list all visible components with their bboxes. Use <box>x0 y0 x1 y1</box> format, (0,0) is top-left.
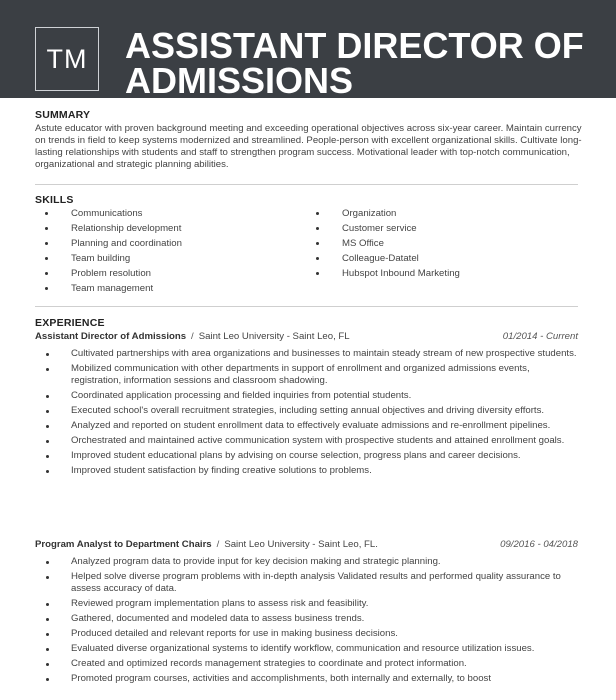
skill-item: Hubspot Inbound Marketing <box>306 266 460 281</box>
job-organization: Saint Leo University - Saint Leo, FL <box>198 331 350 342</box>
experience-heading: EXPERIENCE <box>35 317 105 329</box>
list-item: Helped solve diverse program problems with in-depth analysis Validated results and performed quality assurance to assess accuracy of data. <box>35 571 578 595</box>
summary-text: Astute educator with proven background meeting and exceeding operational objectives across six-year career. Maintain currency on trends in field to keep systems modernized and streamlined. People-person with excellent organizational skills. Cultivate long-lasting relationships with students and staff to strengthen program success. Motivational leader with top-notch communication, organizational and strategic planning abilities. <box>35 123 582 170</box>
skill-item: Relationship development <box>35 221 182 236</box>
list-item: Analyzed and reported on student enrollment data to effectively evaluate admissions and re-enrollment pipelines. <box>35 420 578 432</box>
job-header <box>35 331 578 343</box>
list-item: Created and optimized records management strategies to coordinate and protect information. <box>35 658 578 670</box>
list-item: Coordinated application processing and fielded inquiries from potential students. <box>35 390 578 402</box>
skill-item: MS Office <box>306 236 460 251</box>
skill-item: Customer service <box>306 221 460 236</box>
resume-header <box>0 0 616 101</box>
skills-right-list <box>306 206 460 281</box>
page-title: ASSISTANT DIRECTOR OF ADMISSIONS <box>125 25 584 101</box>
summary-heading: SUMMARY <box>35 109 91 121</box>
skill-item: Team building <box>35 251 182 266</box>
list-item: Orchestrated and maintained active communication system with prospective students and attained enrollment goals. <box>35 435 578 447</box>
separator: / <box>191 331 194 342</box>
skill-item: Communications <box>35 206 182 221</box>
job-dates: 09/2016 - 04/2018 <box>500 539 578 550</box>
job-dates: 01/2014 - Current <box>502 331 578 342</box>
list-item: Improved student satisfaction by finding creative solutions to problems. <box>35 465 578 477</box>
list-item: Analyzed program data to provide input for key decision making and strategic planning. <box>35 556 578 568</box>
job-header <box>35 539 578 551</box>
job-bullets <box>35 348 578 480</box>
list-item: Mobilized communication with other departments in support of enrollment and organized admissions events, registration, information sessions and classroom shadowing. <box>35 363 578 387</box>
list-item: Executed school's overall recruitment strategies, including setting annual objectives and driving diversity efforts. <box>35 405 578 417</box>
list-item: Promoted program courses, activities and accomplishments, both internally and externally, to boost <box>35 673 578 685</box>
job-title: Program Analyst to Department Chairs <box>35 539 212 550</box>
list-item: Evaluated diverse organizational systems to identify workflow, communication and resource utilization issues. <box>35 643 578 655</box>
skills-heading: SKILLS <box>35 194 74 206</box>
job-bullets <box>35 556 578 688</box>
skill-item: Organization <box>306 206 460 221</box>
skill-item: Problem resolution <box>35 266 182 281</box>
job-organization: Saint Leo University - Saint Leo, FL. <box>224 539 378 550</box>
list-item: Produced detailed and relevant reports for use in making business decisions. <box>35 628 578 640</box>
divider <box>35 184 578 185</box>
skill-item: Colleague-Datatel <box>306 251 460 266</box>
divider <box>35 306 578 307</box>
monogram: TM <box>35 27 99 91</box>
skill-item: Planning and coordination <box>35 236 182 251</box>
job-title: Assistant Director of Admissions <box>35 331 187 342</box>
list-item: Gathered, documented and modeled data to assess business trends. <box>35 613 578 625</box>
skills-left-list <box>35 206 182 296</box>
list-item: Reviewed program implementation plans to assess risk and feasibility. <box>35 598 578 610</box>
separator: / <box>216 539 220 550</box>
list-item: Cultivated partnerships with area organizations and businesses to maintain steady stream of new prospective students. <box>35 348 578 360</box>
skill-item: Team management <box>35 281 182 296</box>
list-item: Improved student educational plans by advising on course selection, progress plans and career decisions. <box>35 450 578 462</box>
